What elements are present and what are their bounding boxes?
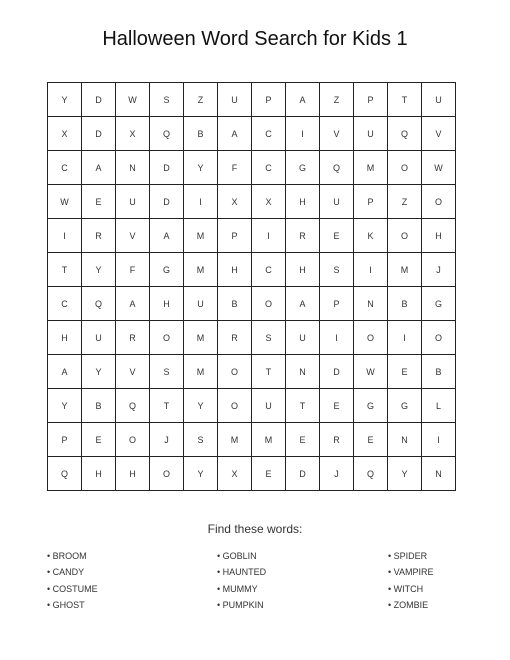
word-list-item	[388, 564, 434, 580]
grid-cell: J	[422, 253, 456, 287]
grid-cell: M	[252, 423, 286, 457]
word-list-item	[217, 548, 266, 564]
grid-cell: E	[320, 389, 354, 423]
grid-cell: C	[252, 253, 286, 287]
grid-cell: U	[184, 287, 218, 321]
grid-cell: I	[48, 219, 82, 253]
word-list-item	[217, 581, 266, 597]
grid-cell: E	[320, 219, 354, 253]
word-text: VAMPIRE	[393, 567, 434, 578]
grid-row	[48, 117, 456, 151]
grid-cell: O	[150, 321, 184, 355]
grid-cell: J	[150, 423, 184, 457]
bullet-icon: •	[388, 600, 394, 611]
grid-cell: A	[116, 287, 150, 321]
grid-cell: T	[388, 83, 422, 117]
bullet-icon: •	[217, 583, 223, 594]
grid-row	[48, 389, 456, 423]
grid-cell: R	[116, 321, 150, 355]
grid-cell: P	[354, 83, 388, 117]
grid-cell: Y	[48, 389, 82, 423]
word-list-item	[47, 564, 98, 580]
grid-cell: Y	[184, 151, 218, 185]
grid-cell: Y	[184, 389, 218, 423]
grid-row	[48, 423, 456, 457]
grid-row	[48, 219, 456, 253]
grid-cell: I	[184, 185, 218, 219]
grid-cell: R	[218, 321, 252, 355]
grid-cell: V	[422, 117, 456, 151]
grid-cell: E	[354, 423, 388, 457]
grid-cell: W	[354, 355, 388, 389]
bullet-icon: •	[388, 567, 394, 578]
grid-cell: Y	[82, 253, 116, 287]
grid-cell: S	[320, 253, 354, 287]
grid-cell: D	[320, 355, 354, 389]
grid-cell: P	[48, 423, 82, 457]
word-list-item	[217, 597, 266, 613]
grid-cell: P	[218, 219, 252, 253]
word-text: GOBLIN	[222, 551, 257, 561]
grid-cell: O	[150, 457, 184, 491]
grid-cell: W	[422, 151, 456, 185]
grid-cell: B	[388, 287, 422, 321]
grid-cell: X	[218, 185, 252, 219]
grid-cell: U	[116, 185, 150, 219]
grid-cell: P	[252, 83, 286, 117]
grid-cell: Q	[150, 117, 184, 151]
grid-cell: O	[252, 287, 286, 321]
word-list-item	[47, 581, 98, 597]
grid-cell: O	[388, 151, 422, 185]
grid-cell: E	[82, 423, 116, 457]
grid-cell: C	[252, 151, 286, 185]
grid-cell: U	[354, 117, 388, 151]
bullet-icon: •	[47, 551, 53, 561]
word-list-item	[388, 597, 434, 613]
grid-cell: U	[82, 321, 116, 355]
grid-cell: R	[320, 423, 354, 457]
grid-cell: H	[286, 253, 320, 287]
grid-cell: Z	[184, 83, 218, 117]
grid-cell: Y	[184, 457, 218, 491]
grid-cell: Y	[48, 83, 82, 117]
grid-cell: N	[422, 457, 456, 491]
word-text: BROOM	[52, 551, 87, 561]
grid-cell: Q	[354, 457, 388, 491]
grid-cell: L	[422, 389, 456, 423]
word-text: SPIDER	[393, 551, 428, 561]
grid-cell: M	[184, 321, 218, 355]
grid-cell: T	[48, 253, 82, 287]
grid-cell: M	[218, 423, 252, 457]
grid-cell: M	[184, 253, 218, 287]
grid-row	[48, 253, 456, 287]
grid-cell: G	[388, 389, 422, 423]
grid-cell: A	[286, 287, 320, 321]
grid-cell: A	[48, 355, 82, 389]
grid-cell: O	[422, 321, 456, 355]
grid-cell: E	[82, 185, 116, 219]
grid-cell: Y	[82, 355, 116, 389]
word-text: ZOMBIE	[393, 600, 429, 611]
grid-cell: O	[116, 423, 150, 457]
grid-cell: I	[354, 253, 388, 287]
grid-cell: O	[354, 321, 388, 355]
grid-row	[48, 457, 456, 491]
grid-row	[48, 355, 456, 389]
grid-cell: H	[422, 219, 456, 253]
grid-cell: X	[218, 457, 252, 491]
grid-cell: J	[320, 457, 354, 491]
bullet-icon: •	[388, 583, 394, 594]
grid-cell: G	[150, 253, 184, 287]
bullet-icon: •	[47, 583, 53, 594]
word-text: COSTUME	[52, 583, 98, 594]
word-text: WITCH	[393, 583, 424, 594]
grid-cell: Q	[116, 389, 150, 423]
grid-cell: Q	[320, 151, 354, 185]
grid-cell: V	[320, 117, 354, 151]
grid-cell: M	[184, 355, 218, 389]
grid-cell: H	[150, 287, 184, 321]
bullet-icon: •	[47, 600, 53, 611]
grid-row	[48, 287, 456, 321]
grid-cell: B	[422, 355, 456, 389]
grid-cell: A	[82, 151, 116, 185]
grid-cell: S	[184, 423, 218, 457]
page-title: Halloween Word Search for Kids 1	[102, 28, 408, 50]
word-text: PUMPKIN	[222, 600, 264, 611]
bullet-icon: •	[47, 567, 53, 578]
grid-cell: Z	[320, 83, 354, 117]
grid-cell: S	[252, 321, 286, 355]
grid-cell: A	[286, 83, 320, 117]
grid-cell: T	[286, 389, 320, 423]
word-list-column-3	[388, 548, 434, 614]
grid-cell: S	[150, 83, 184, 117]
grid-cell: I	[422, 423, 456, 457]
grid-cell: V	[116, 219, 150, 253]
grid-row	[48, 151, 456, 185]
grid-cell: W	[48, 185, 82, 219]
word-text: MUMMY	[222, 583, 258, 594]
grid-cell: P	[320, 287, 354, 321]
grid-cell: U	[320, 185, 354, 219]
grid-cell: H	[286, 185, 320, 219]
word-list-item	[47, 548, 98, 564]
grid-cell: S	[150, 355, 184, 389]
grid-row	[48, 185, 456, 219]
grid-cell: Q	[388, 117, 422, 151]
grid-cell: H	[48, 321, 82, 355]
grid-cell: O	[218, 355, 252, 389]
grid-cell: T	[252, 355, 286, 389]
grid-cell: M	[388, 253, 422, 287]
grid-cell: B	[218, 287, 252, 321]
grid-cell: H	[82, 457, 116, 491]
grid-cell: T	[150, 389, 184, 423]
grid-row	[48, 321, 456, 355]
grid-cell: U	[218, 83, 252, 117]
word-list-item	[217, 564, 266, 580]
find-words-label: Find these words:	[207, 522, 303, 536]
grid-cell: E	[388, 355, 422, 389]
grid-cell: I	[320, 321, 354, 355]
grid-cell: N	[354, 287, 388, 321]
bullet-icon: •	[217, 600, 223, 611]
grid-cell: D	[150, 151, 184, 185]
grid-cell: F	[116, 253, 150, 287]
grid-cell: X	[116, 117, 150, 151]
bullet-icon: •	[388, 551, 394, 561]
grid-cell: N	[286, 355, 320, 389]
word-list-item	[388, 548, 434, 564]
grid-cell: A	[150, 219, 184, 253]
grid-cell: O	[388, 219, 422, 253]
grid-cell: D	[82, 83, 116, 117]
grid-cell: X	[48, 117, 82, 151]
grid-cell: O	[218, 389, 252, 423]
grid-cell: E	[286, 423, 320, 457]
grid-cell: C	[252, 117, 286, 151]
grid-cell: H	[116, 457, 150, 491]
grid-cell: N	[388, 423, 422, 457]
grid-cell: U	[286, 321, 320, 355]
grid-cell: R	[286, 219, 320, 253]
grid-cell: O	[422, 185, 456, 219]
grid-cell: U	[422, 83, 456, 117]
grid-cell: E	[252, 457, 286, 491]
grid-cell: P	[354, 185, 388, 219]
grid-cell: K	[354, 219, 388, 253]
bullet-icon: •	[217, 567, 223, 578]
word-list-column-1	[47, 548, 98, 614]
grid-cell: V	[116, 355, 150, 389]
grid-cell: I	[286, 117, 320, 151]
grid-cell: Y	[388, 457, 422, 491]
word-list-column-2	[217, 548, 266, 614]
word-text: HAUNTED	[222, 567, 267, 578]
word-list-item	[388, 581, 434, 597]
word-list-item	[47, 597, 98, 613]
word-text: CANDY	[52, 567, 85, 578]
grid-cell: B	[82, 389, 116, 423]
grid-cell: C	[48, 151, 82, 185]
word-text: GHOST	[52, 600, 85, 611]
grid-cell: D	[286, 457, 320, 491]
word-search-grid	[47, 82, 456, 491]
grid-cell: H	[218, 253, 252, 287]
bullet-icon: •	[217, 551, 223, 561]
grid-cell: G	[354, 389, 388, 423]
grid-cell: B	[184, 117, 218, 151]
grid-cell: N	[116, 151, 150, 185]
grid-cell: Z	[388, 185, 422, 219]
grid-cell: M	[354, 151, 388, 185]
grid-cell: W	[116, 83, 150, 117]
grid-cell: D	[82, 117, 116, 151]
grid-cell: Q	[82, 287, 116, 321]
grid-cell: A	[218, 117, 252, 151]
grid-cell: G	[286, 151, 320, 185]
grid-cell: M	[184, 219, 218, 253]
grid-cell: D	[150, 185, 184, 219]
grid-cell: I	[388, 321, 422, 355]
grid-cell: R	[82, 219, 116, 253]
grid-row	[48, 83, 456, 117]
grid-cell: Q	[48, 457, 82, 491]
grid-cell: F	[218, 151, 252, 185]
grid-cell: I	[252, 219, 286, 253]
grid-cell: C	[48, 287, 82, 321]
grid-cell: X	[252, 185, 286, 219]
grid-cell: G	[422, 287, 456, 321]
grid-cell: U	[252, 389, 286, 423]
